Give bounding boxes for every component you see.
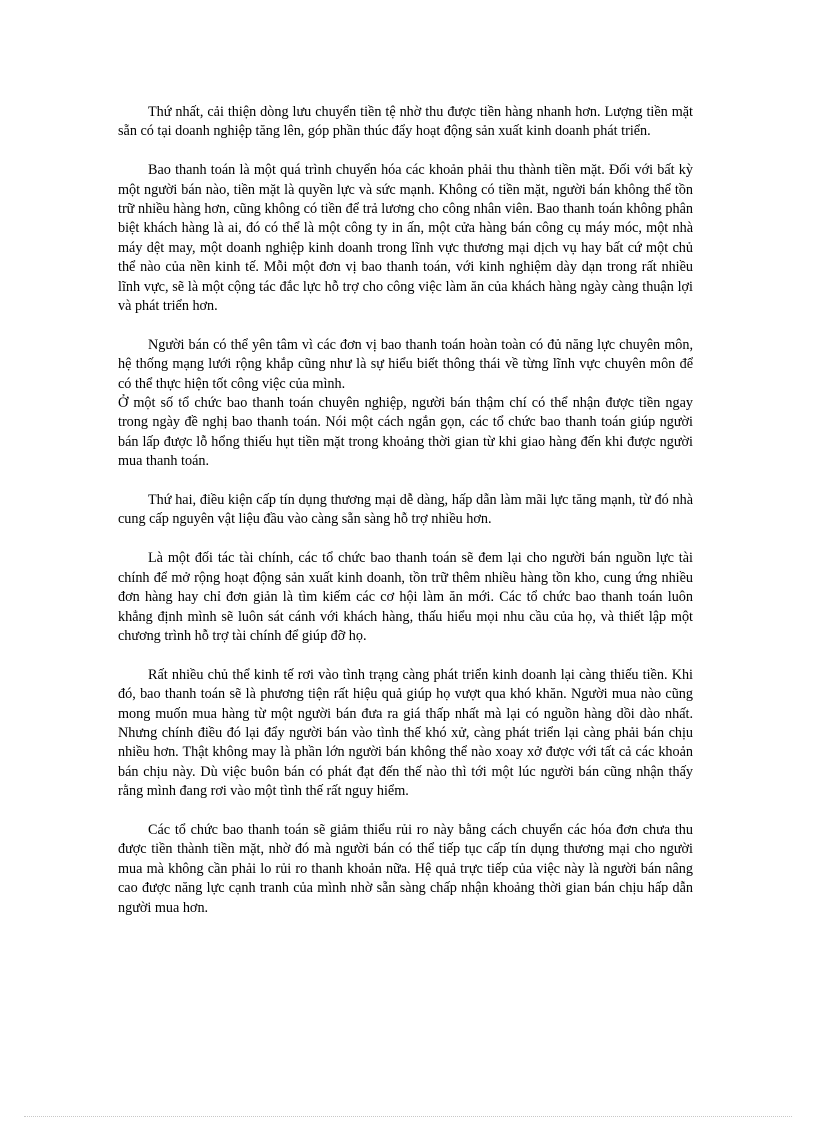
footer-dotted-rule: [24, 1116, 792, 1117]
paragraph-5: Thứ hai, điều kiện cấp tín dụng thương mại dễ dàng, hấp dẫn làm mãi lực tăng mạnh, từ đó nhà cung cấp nguyên vật liệu đầu vào càng sẵn sàng hỗ trợ nhiều hơn.: [118, 492, 693, 528]
paragraph-3: Người bán có thể yên tâm vì các đơn vị bao thanh toán hoàn toàn có đủ năng lực chuyên môn, hệ thống mạng lưới rộng khắp cũng như là sự hiểu biết thông thái về từng lĩnh vực chuyên môn để có thể thực hiện tốt công việc của mình.: [118, 336, 693, 392]
paragraph-6: Là một đối tác tài chính, các tổ chức bao thanh toán sẽ đem lại cho người bán nguồn lực tài chính để mở rộng hoạt động sản xuất kinh doanh, tồn trữ thêm nhiều hàng tồn kho, cung ứng nhiều đơn hàng hay chỉ đơn giản là tìm kiếm các cơ hội làm ăn mới. Các tổ chức bao thanh toán luôn khẳng định mình sẽ luôn sát cánh với khách hàng, thấu hiểu mọi nhu cầu của họ, và thiết lập một chương trình hỗ trợ tài chính để giúp đỡ họ.: [118, 550, 693, 644]
paragraph-8: Các tổ chức bao thanh toán sẽ giảm thiểu rủi ro này bằng cách chuyển các hóa đơn chưa thu được tiền thành tiền mặt, nhờ đó mà người bán có thể tiếp tục cấp tín dụng thương mại cho người mua mà không cần phải lo rủi ro thanh khoản nữa. Hệ quả trực tiếp của việc này là người bán nâng cao được năng lực cạnh tranh của mình nhờ sẵn sàng chấp nhận khoảng thời gian bán chịu hấp dẫn người mua hơn.: [118, 821, 693, 916]
paragraph-2: Bao thanh toán là một quá trình chuyển hóa các khoản phải thu thành tiền mặt. Đối với bất kỳ một người bán nào, tiền mặt là quyền lực và sức mạnh. Không có tiền mặt, người bán không thể tồn trữ nhiều hàng hơn, cũng không có tiền để trả lương cho công nhân viên. Bao thanh toán không phân biệt khách hàng là ai, đó có thể là một công ty in ấn, một cửa hàng bán công cụ máy móc, một nhà máy dệt may, một doanh nghiệp kinh doanh trong lĩnh vực thương mại dịch vụ hay bất cứ một chủ thể nào của nền kinh tế. Mỗi một đơn vị bao thanh toán, với kinh nghiệm dày dạn trong rất nhiều lĩnh vực, sẽ là một cộng tác đắc lực hỗ trợ cho công việc làm ăn của khách hàng ngày càng thuận lợi và phát triển hơn.: [118, 162, 693, 315]
paragraph-1: Thứ nhất, cải thiện dòng lưu chuyển tiền tệ nhờ thu được tiền hàng nhanh hơn. Lượng tiền mặt sẵn có tại doanh nghiệp tăng lên, góp phần thúc đẩy hoạt động sản xuất kinh doanh phát triển.: [118, 104, 693, 140]
paragraph-4: Ở một số tổ chức bao thanh toán chuyên nghiệp, người bán thậm chí có thể nhận được tiền ngay trong ngày đề nghị bao thanh toán. Nói một cách ngắn gọn, các tổ chức bao thanh toán giúp người bán lấp được lỗ hổng thiếu hụt tiền mặt trong khoảng thời gian từ khi giao hàng đến khi được người mua thanh toán.: [118, 395, 693, 470]
document-body: [118, 103, 693, 937]
paragraph-7: Rất nhiều chủ thể kinh tế rơi vào tình trạng càng phát triển kinh doanh lại càng thiếu tiền. Khi đó, bao thanh toán sẽ là phương tiện rất hiệu quả giúp họ vượt qua khó khăn. Người mua nào cũng mong muốn mua hàng từ một người bán đưa ra giá thấp nhất mà lại có nguồn hàng dồi dào nhất. Nhưng chính điều đó lại đẩy người bán vào tình thế khó xử, càng phát triển lại càng phải bán chịu nhiều hơn. Thật không may là phần lớn người bán không thể nào xoay xở được với tất cả các khoản bán chịu này. Dù việc buôn bán có phát đạt đến thế nào thì tới một lúc người bán cũng nhận thấy rằng mình đang rơi vào một tình thế rất nguy hiểm.: [118, 666, 693, 800]
